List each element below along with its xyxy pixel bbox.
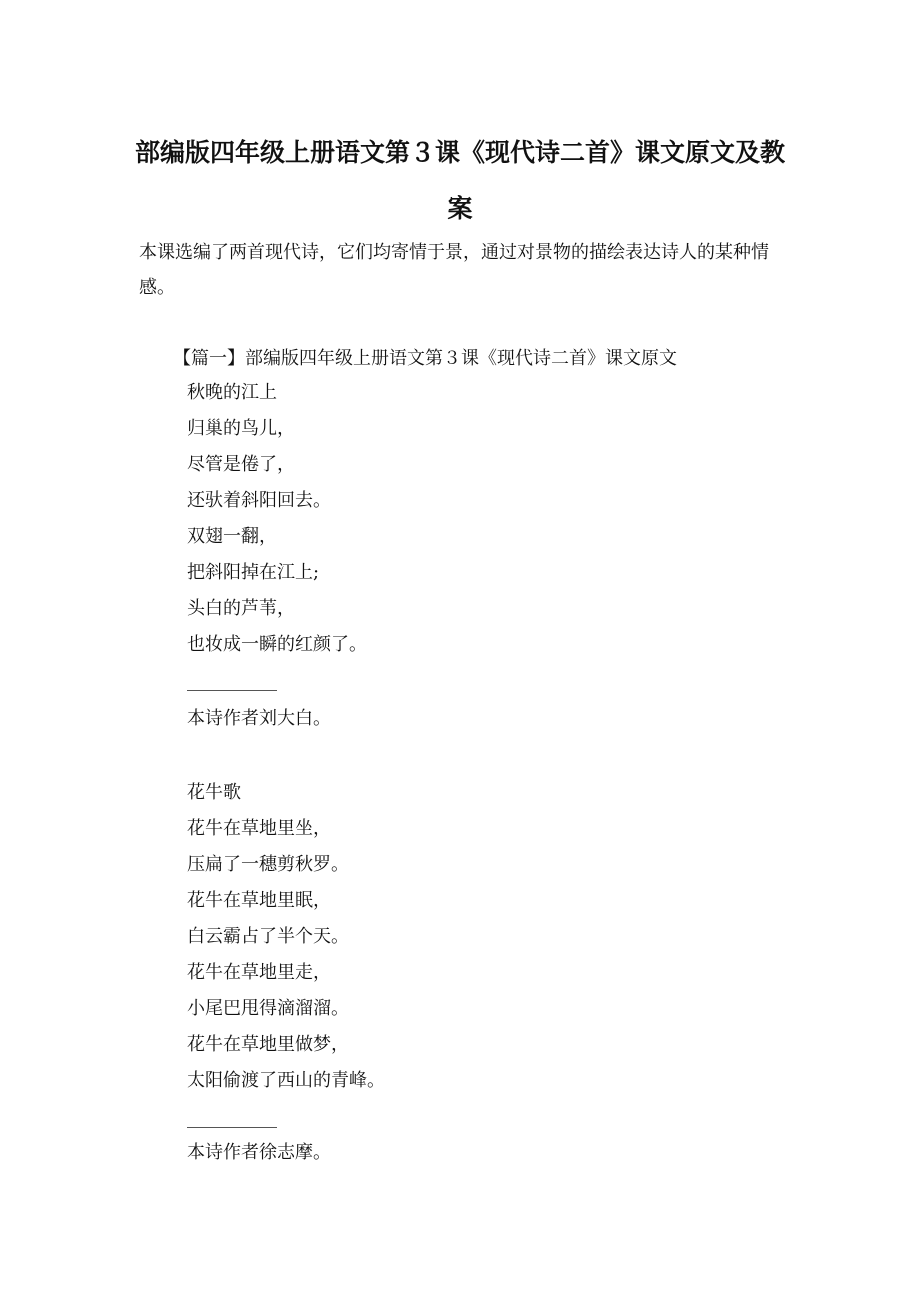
poem-flower-cow xyxy=(187,775,385,1099)
document-title-line2: 案 xyxy=(447,194,473,223)
footnote-divider xyxy=(187,1127,277,1128)
poem-line: 归巢的鸟儿， xyxy=(187,418,295,439)
poem-autumn-river xyxy=(187,375,367,663)
poem-title: 花牛歌 xyxy=(187,782,241,803)
document-title xyxy=(130,125,790,237)
section-heading: 【篇一】部编版四年级上册语文第３课《现代诗二首》课文原文 xyxy=(173,348,677,369)
poem-line: 也妆成一瞬的红颜了。 xyxy=(187,634,367,655)
author-note: 本诗作者刘大白。 xyxy=(187,708,331,729)
footnote-divider xyxy=(187,690,277,691)
document-title-line1: 部编版四年级上册语文第３课《现代诗二首》课文原文及教 xyxy=(134,138,785,167)
poem-line: 双翅一翻， xyxy=(187,526,277,547)
poem-title: 秋晚的江上 xyxy=(187,382,277,403)
poem-line: 花牛在草地里眠， xyxy=(187,890,331,911)
poem-line: 还驮着斜阳回去。 xyxy=(187,490,331,511)
poem-line: 花牛在草地里走， xyxy=(187,962,331,983)
poem-line: 把斜阳掉在江上; xyxy=(187,562,320,583)
poem-line: 压扁了一穗剪秋罗。 xyxy=(187,854,349,875)
poem-line: 头白的芦苇， xyxy=(187,598,295,619)
author-note: 本诗作者徐志摩。 xyxy=(187,1142,331,1163)
poem-line: 花牛在草地里做梦， xyxy=(187,1034,349,1055)
poem-line: 小尾巴甩得滴溜溜。 xyxy=(187,998,349,1019)
poem-line: 花牛在草地里坐， xyxy=(187,818,331,839)
poem-line: 尽管是倦了， xyxy=(187,454,295,475)
intro-paragraph: 本课选编了两首现代诗，它们均寄情于景，通过对景物的描绘表达诗人的某种情感。 xyxy=(139,242,769,298)
poem-line: 太阳偷渡了西山的青峰。 xyxy=(187,1070,385,1091)
poem-line: 白云霸占了半个天。 xyxy=(187,926,349,947)
